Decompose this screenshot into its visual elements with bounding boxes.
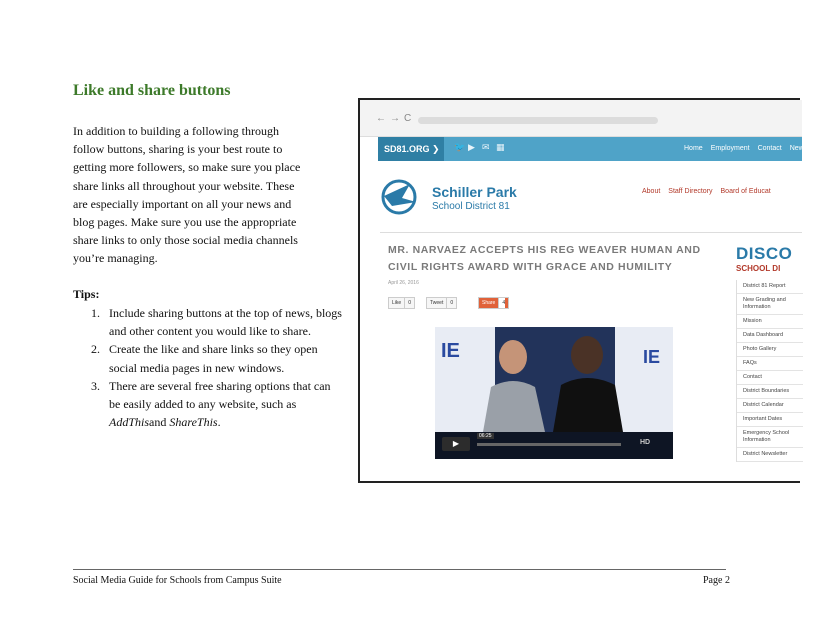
youtube-icon[interactable]: ▶ [468,142,475,152]
browser-toolbar [360,100,802,137]
footer-divider [73,569,726,570]
nav-contact[interactable]: Contact [757,145,782,152]
tips-label: Tips: [73,287,100,301]
tip-number: 2. [91,342,100,357]
email-icon[interactable]: ✉ [482,142,490,152]
nav-home[interactable]: Home [684,145,703,152]
article-date: April 26, 2016 [388,280,419,286]
twitter-icon[interactable]: 🐦 [454,142,466,152]
nav-news[interactable]: News [789,145,808,152]
sidebar-item[interactable]: Data Dashboard [737,329,803,343]
secondary-nav [642,188,779,195]
site-top-nav [378,137,808,161]
tip-item [73,377,343,432]
sidebar-subtitle: SCHOOL DI [736,264,781,273]
nav-employment[interactable]: Employment [710,145,750,152]
top-nav-links [684,137,815,161]
sidebar-item[interactable]: FAQs [737,357,803,371]
nav-staff-directory[interactable]: Staff Directory [668,188,713,195]
sidebar-item[interactable]: Contact [737,371,803,385]
calendar-icon[interactable]: ▦ [496,142,505,152]
video-progress-bar[interactable] [477,443,621,446]
address-bar[interactable] [418,117,658,124]
back-arrow-icon[interactable]: ← [376,113,386,124]
site-tab[interactable]: SD81.ORG ❯ [378,137,444,161]
sidebar-item[interactable]: Mission [737,315,803,329]
share-button[interactable] [478,297,509,309]
video-timecode: 06:25 [479,433,492,439]
video-frame-image [435,327,673,432]
tip-text: Include sharing buttons at the top of news, blogs and other content you would like to share. [109,306,342,339]
addthis-link[interactable]: AddThis [109,415,150,430]
sidebar-menu [736,280,803,462]
intro-paragraph: In addition to building a following through follow buttons, sharing is your best route to getting more followers, so make sure you place share links all throughout your website. These are especially important on all your news and blog pages. Make sure you use the appropriate share links to only those social media channels you’re managing. [73,124,301,266]
play-icon[interactable]: ▶ [442,437,470,451]
sidebar-item[interactable]: New Grading and Information [737,294,803,315]
tweet-label: Tweet [430,300,444,306]
sidebar-item[interactable]: Important Dates [737,413,803,427]
school-logo-icon[interactable] [380,176,418,216]
article-title: MR. NARVAEZ ACCEPTS HIS REG WEAVER HUMAN AND CIVIL RIGHTS AWARD WITH GRACE AND HUMILITY [388,244,701,273]
share-label: Share [482,300,496,306]
header-divider [380,232,802,233]
hd-toggle[interactable]: HD [640,439,651,446]
tweet-count: 0 [446,298,453,308]
page-number: Page 2 [703,575,730,586]
tip-item [73,340,343,376]
school-district: School District 81 [432,201,510,212]
tip-number: 3. [91,378,100,393]
sidebar-title: DISCO [736,244,793,263]
video-player[interactable] [435,327,673,459]
nav-about[interactable]: About [642,188,661,195]
tip-text-mid: and [149,415,170,430]
nav-board[interactable]: Board of Educat [720,188,771,195]
tweet-button[interactable] [426,297,457,309]
tip-text: Create the like and share links so they open social media pages in new windows. [109,342,318,375]
sidebar-item[interactable]: District Calendar [737,399,803,413]
tip-text-end: . [217,415,221,430]
sidebar-item[interactable]: District Boundaries [737,385,803,399]
footer-title: Social Media Guide for Schools from Campus Suite [73,575,282,586]
tip-item [73,304,343,340]
like-label: Like [392,300,402,306]
sharethis-link[interactable]: ShareThis [169,415,218,430]
tip-text: There are several free sharing options that can be easily added to any website, such as [109,378,331,412]
svg-text:IE: IE [643,347,661,367]
tips-list [73,304,343,431]
reload-icon[interactable]: C [404,113,412,124]
forward-arrow-icon[interactable]: → [390,113,400,124]
school-name[interactable]: Schiller Park [432,184,517,200]
share-count: 4 [498,298,505,308]
sidebar-item[interactable]: District Newsletter [737,448,803,462]
svg-text:IE: IE [441,340,460,362]
section-heading: Like and share buttons [73,82,231,99]
sidebar-item[interactable]: District 81 Report [737,280,803,294]
tip-number: 1. [91,306,100,320]
sidebar-item[interactable]: Photo Gallery [737,343,803,357]
website-screenshot [358,98,808,483]
like-count: 0 [404,298,411,308]
like-button[interactable] [388,297,415,309]
sidebar-item[interactable]: Emergency School Information [737,427,803,448]
